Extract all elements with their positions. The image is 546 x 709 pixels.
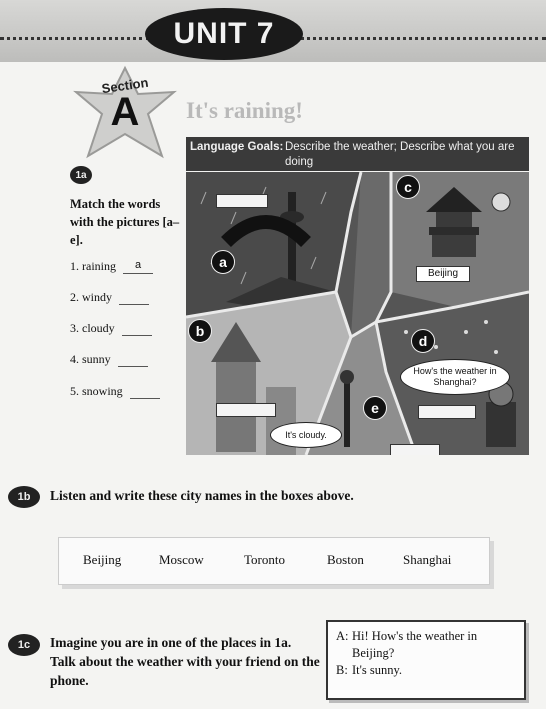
speech-bubble-shanghai: How's the weather in Shanghai? [400,359,510,395]
dialog-line [336,628,518,662]
answer-blank[interactable] [122,321,152,336]
answer-blank[interactable]: a [123,259,153,274]
activity-1c-tag: 1c [8,634,40,656]
unit-title-oval [145,8,303,60]
panel-label-e: e [363,396,387,420]
dialog-text: It's sunny. [352,663,403,677]
section-letter: A [110,90,140,134]
city-name: Moscow [159,552,204,567]
activity-1b-tag: 1b [8,486,40,508]
language-goals-text: Describe the weather; Describe what you are doing [285,141,515,168]
weather-picture-collage [186,172,529,455]
panel-label-b: b [188,319,212,343]
beijing-sign: Beijing [416,266,470,282]
activity-1a-instruction: Match the words with the pictures [a–e]. [70,197,180,247]
example-dialog-box [326,620,526,700]
match-item: 1. raining a [70,259,153,275]
unit-title: UNIT 7 [173,17,275,50]
answer-blank[interactable] [119,290,149,305]
section-badge [70,64,180,164]
panel-label-a: a [211,250,235,274]
activity-1b-instruction: Listen and write these city names in the boxes above. [50,488,354,503]
dialog-speaker: A: [336,629,349,643]
city-name-box-e[interactable] [390,444,440,455]
lesson-title: It's raining! [186,98,303,123]
dialog-text: Hi! How's the weather in Beijing? [352,629,478,660]
match-item: 5. snowing [70,384,160,400]
city-name: Boston [327,552,364,567]
match-item: 3. cloudy [70,321,152,337]
city-name-box-a[interactable] [216,194,268,208]
header-dotted-line-right [300,37,546,40]
header-dotted-line-left [0,37,150,40]
panel-label-c: c [396,175,420,199]
city-name: Shanghai [403,552,452,567]
dialog-line [336,662,518,679]
city-names-box [58,537,490,585]
answer-blank[interactable] [118,352,148,367]
panel-label-d: d [411,329,435,353]
city-name: Toronto [244,552,285,567]
activity-1a-tag: 1a [70,166,92,184]
city-name-box-d[interactable] [418,405,476,419]
match-item: 4. sunny [70,352,148,368]
city-name-box-b[interactable] [216,403,276,417]
section-word: Section [100,74,150,97]
match-item: 2. windy [70,290,149,306]
language-goals-bar [186,137,529,171]
language-goals-label: Language Goals: [190,141,284,153]
city-name: Beijing [83,552,122,567]
answer-blank[interactable] [130,384,160,399]
speech-bubble-cloudy: It's cloudy. [270,422,342,448]
dialog-speaker: B: [336,663,348,677]
activity-1c-instruction: Imagine you are in one of the places in 1a. Talk about the weather with your friend on the phone. [50,635,320,688]
